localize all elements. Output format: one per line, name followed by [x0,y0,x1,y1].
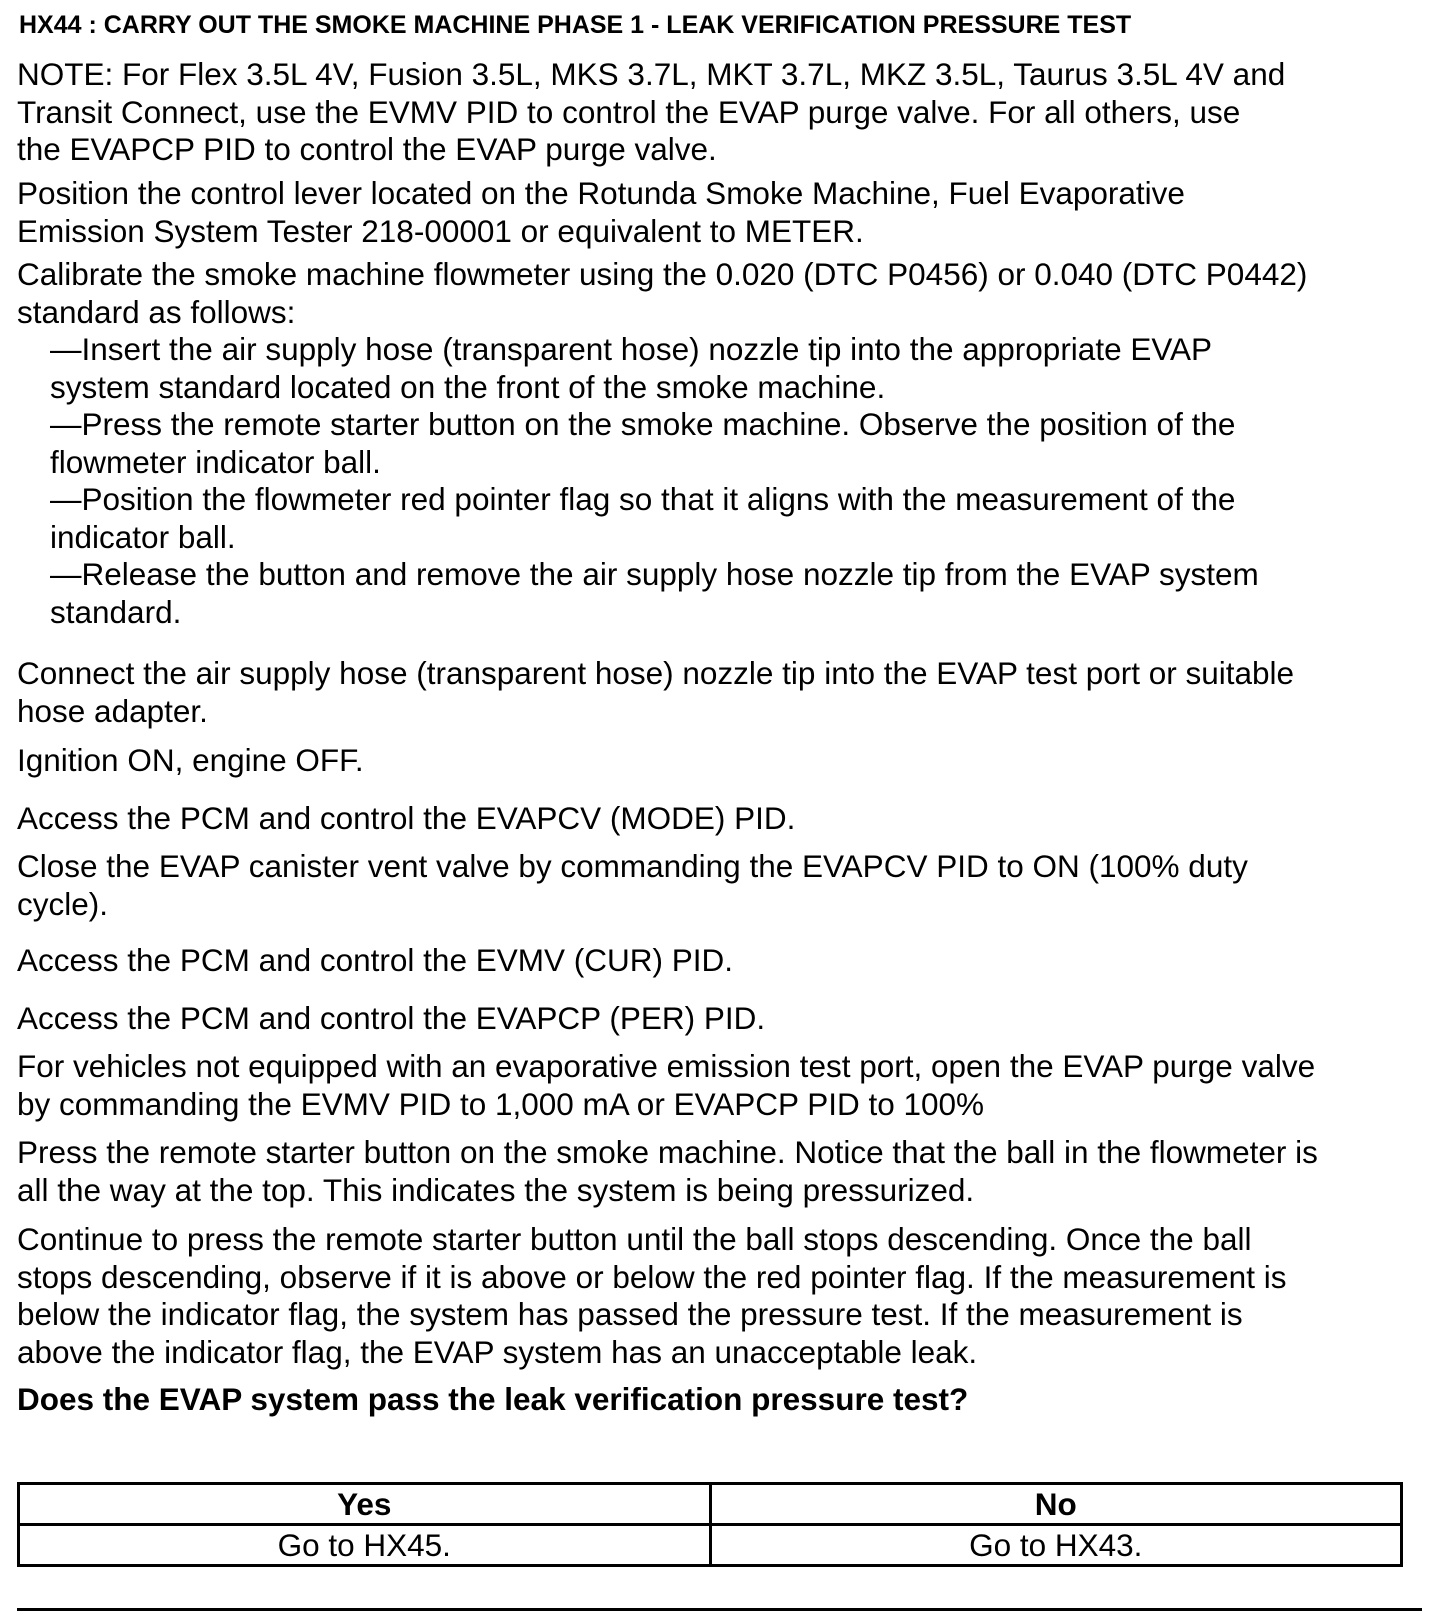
no-action: Go to HX43. [710,1525,1402,1566]
close-vent-step [17,848,1422,923]
calibrate-substep-line: flowmeter indicator ball. [50,443,381,480]
yes-header: Yes [19,1484,711,1525]
result-action-row [19,1525,1402,1566]
calibrate-substep-line: standard. [50,593,182,630]
step-line: below the indicator flag, the system has passed the pressure test. If the measurement is [17,1296,1243,1332]
result-header-row [19,1484,1402,1525]
step-line: standard as follows: [17,293,296,330]
step-line: Calibrate the smoke machine flowmeter using the 0.020 (DTC P0456) or 0.040 (DTC P0442) [17,256,1308,292]
access-evmv-step [17,942,1422,980]
step-line: Close the EVAP canister vent valve by commanding the EVAPCV PID to ON (100% duty [17,848,1248,884]
step-line: Connect the air supply hose (transparent hose) nozzle tip into the EVAP test port or suitable [17,655,1295,691]
position-lever-step [17,175,1422,250]
calibrate-substep-line: —Position the flowmeter red pointer flag so that it aligns with the measurement of the [50,481,1236,517]
step-line: Press the remote starter button on the smoke machine. Notice that the ball in the flowmeter is [17,1134,1318,1170]
page-title: HX44 : CARRY OUT THE SMOKE MACHINE PHASE 1 - LEAK VERIFICATION PRESSURE TEST [19,11,1132,39]
step-line: by commanding the EVMV PID to 1,000 mA or EVAPCP PID to 100% [17,1085,985,1122]
step-line: Access the PCM and control the EVAPCP (PER) PID. [17,1000,766,1036]
continue-press-step [17,1221,1422,1371]
step-line: Access the PCM and control the EVAPCV (MODE) PID. [17,800,796,836]
open-purge-step [17,1048,1422,1123]
access-evapcv-step [17,800,1422,838]
calibrate-substep-line: indicator ball. [50,518,236,555]
step-line: hose adapter. [17,692,208,729]
ignition-step [17,742,1422,780]
calibrate-substep-line: —Release the button and remove the air supply hose nozzle tip from the EVAP system [50,556,1259,592]
step-line: Continue to press the remote starter button until the ball stops descending. Once the ball [17,1221,1252,1257]
step-line: For vehicles not equipped with an evaporative emission test port, open the EVAP purge valve [17,1048,1316,1084]
calibrate-substep-line: system standard located on the front of the smoke machine. [50,368,886,405]
press-button-step [17,1134,1422,1209]
bottom-divider [17,1608,1422,1611]
note-line: Transit Connect, use the EVMV PID to control the EVAP purge valve. For all others, use [17,93,1241,130]
note-paragraph [17,56,1422,169]
step-line: Emission System Tester 218-00001 or equivalent to METER. [17,212,864,249]
calibrate-substep-line: —Insert the air supply hose (transparent hose) nozzle tip into the appropriate EVAP [50,331,1213,367]
connect-hose-step [17,655,1422,730]
test-question [17,1381,1422,1419]
note-line: NOTE: For Flex 3.5L 4V, Fusion 3.5L, MKS 3.7L, MKT 3.7L, MKZ 3.5L, Taurus 3.5L 4V and [17,56,1286,92]
no-header: No [710,1484,1402,1525]
step-line: above the indicator flag, the EVAP system has an unacceptable leak. [17,1333,978,1370]
step-line: Access the PCM and control the EVMV (CUR) PID. [17,942,733,978]
question-text: Does the EVAP system pass the leak verification pressure test? [17,1381,969,1417]
step-line: cycle). [17,885,109,922]
calibrate-step [17,256,1422,631]
step-line: Position the control lever located on the Rotunda Smoke Machine, Fuel Evaporative [17,175,1185,211]
step-line: all the way at the top. This indicates the system is being pressurized. [17,1171,975,1208]
result-table [17,1482,1403,1567]
step-line: Ignition ON, engine OFF. [17,742,364,778]
calibrate-substep-line: —Press the remote starter button on the smoke machine. Observe the position of the [50,406,1236,442]
access-evapcp-step [17,1000,1422,1038]
step-line: stops descending, observe if it is above or below the red pointer flag. If the measurement is [17,1258,1287,1295]
yes-action: Go to HX45. [19,1525,711,1566]
note-line: the EVAPCP PID to control the EVAP purge valve. [17,131,717,167]
